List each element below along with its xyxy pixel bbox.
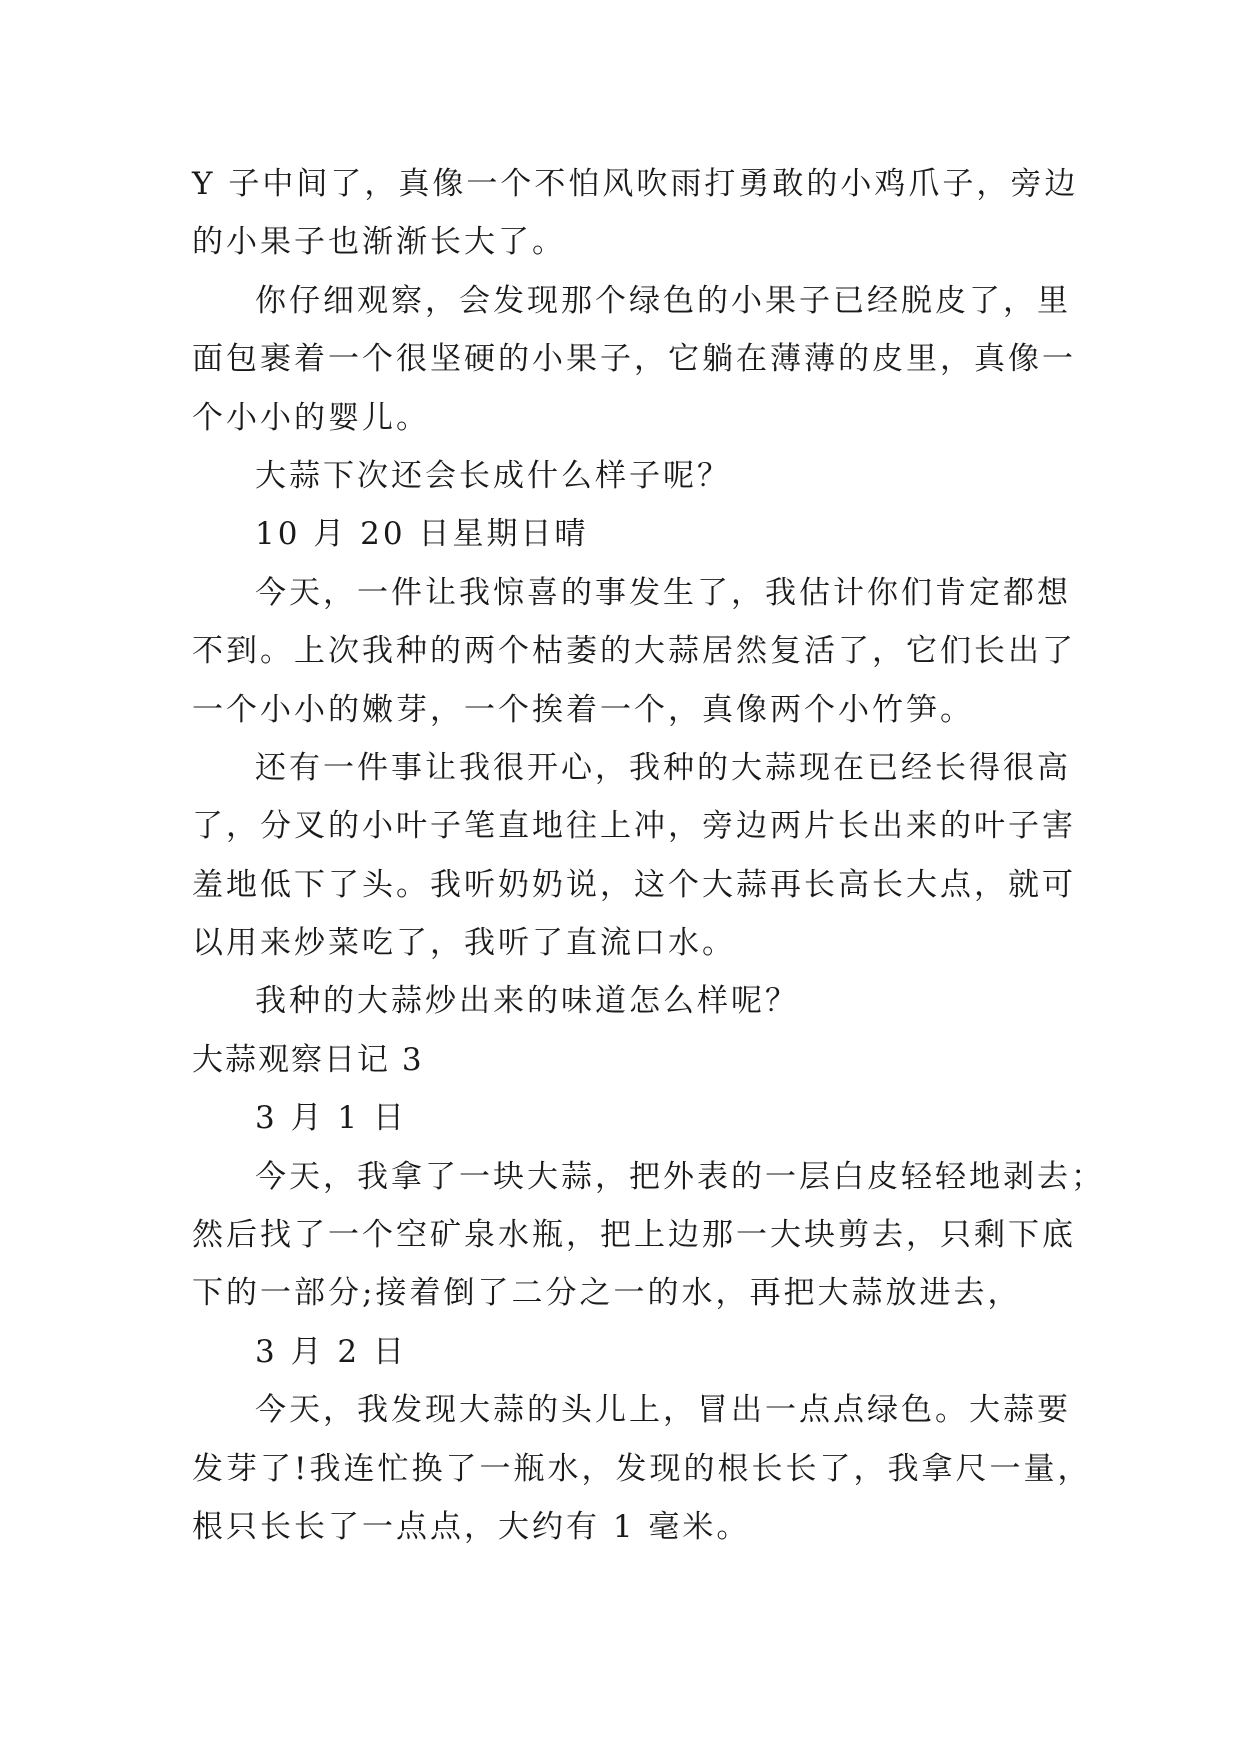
text-line: 我种的大蒜炒出来的味道怎么样呢？ — [255, 983, 799, 1020]
text-line: 今天，我拿了一块大蒜，把外表的一层白皮轻轻地剥去； — [255, 1158, 1105, 1195]
text-line: 了，分叉的小叶子笔直地往上冲，旁边两片长出来的叶子害 — [192, 808, 1076, 845]
text-line: 下的一部分;接着倒了二分之一的水，再把大蒜放进去， — [192, 1275, 1022, 1312]
text-line: 你仔细观察，会发现那个绿色的小果子已经脱皮了，里 — [255, 282, 1071, 319]
date-line: 3 月 2 日 — [255, 1333, 408, 1370]
text-line: Y 子中间了，真像一个不怕风吹雨打勇敢的小鸡爪子，旁边 — [192, 166, 1079, 202]
text-line: 根只长长了一点点，大约有 1 毫米。 — [192, 1508, 751, 1545]
text-line: 以用来炒菜吃了，我听了直流口水。 — [192, 925, 736, 962]
text-line: 一个小小的嫩芽，一个挨着一个，真像两个小竹笋。 — [192, 691, 974, 728]
text-line: 今天，一件让我惊喜的事发生了，我估计你们肯定都想 — [255, 574, 1071, 611]
document-body — [192, 155, 1105, 1556]
text-line: 面包裹着一个很坚硬的小果子，它躺在薄薄的皮里，真像一 — [192, 341, 1076, 378]
date-line: 3 月 1 日 — [255, 1100, 408, 1137]
date-line: 10 月 20 日星期日晴 — [255, 516, 589, 553]
text-line: 羞地低下了头。我听奶奶说，这个大蒜再长高长大点，就可 — [192, 866, 1076, 903]
section-heading: 大蒜观察日记 3 — [192, 1041, 424, 1078]
text-line: 个小小的婴儿。 — [192, 399, 430, 436]
text-line: 大蒜下次还会长成什么样子呢？ — [255, 457, 731, 494]
text-line: 的小果子也渐渐长大了。 — [192, 224, 566, 261]
text-line: 今天，我发现大蒜的头儿上，冒出一点点绿色。大蒜要 — [255, 1392, 1071, 1429]
text-line: 然后找了一个空矿泉水瓶，把上边那一大块剪去，只剩下底 — [192, 1217, 1076, 1254]
text-line: 不到。上次我种的两个枯萎的大蒜居然复活了，它们长出了 — [192, 633, 1076, 670]
text-line: 还有一件事让我很开心，我种的大蒜现在已经长得很高 — [255, 749, 1071, 786]
text-line: 发芽了!我连忙换了一瓶水，发现的根长长了，我拿尺一量， — [192, 1450, 1092, 1487]
